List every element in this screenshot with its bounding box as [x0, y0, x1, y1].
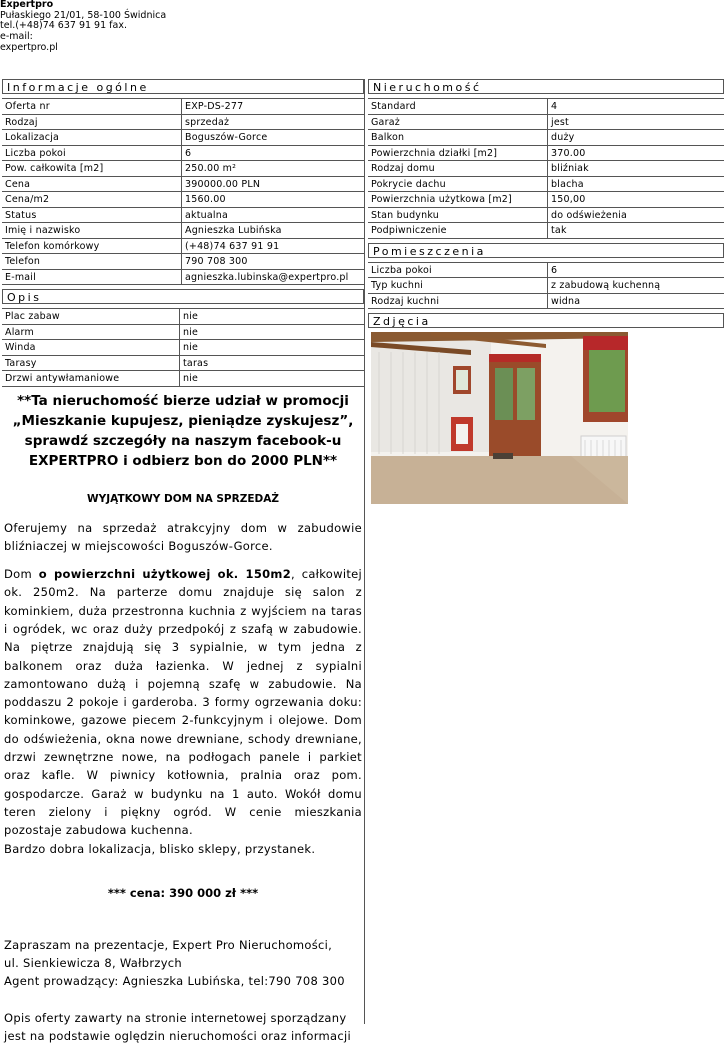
invitation-text: Zapraszam na prezentacje, Expert Pro Nieruchomości, ul. Sienkiewicza 8, Wałbrzych [4, 937, 333, 971]
row-value: EXP-DS-277 [182, 99, 364, 115]
general-info-heading: Informacje ogólne [2, 79, 364, 94]
row-label: Balkon [368, 130, 548, 146]
left-frame [2, 79, 365, 1024]
agency-phone: tel.(+48)74 637 91 91 fax. [0, 20, 127, 32]
headline: WYJĄTKOWY DOM NA SPRZEDAŻ [87, 492, 279, 505]
row-value: 1560.00 [182, 192, 364, 208]
p2-rest: , całkowitej ok. 250m2. Na parterze domu znajduje się salon z kominkiem, duża przestronna kuchnia z wyjściem na taras i ogródek, wc oraz duży przedpokój z szafą w zabudowie. Na piętrze znajdują się 3 sypialnie, w tym jedna z balkonem oraz duża łazienka. W jednej z sypialni zamontowano dużą i pojemną szafę w zabudowie. Na poddaszu 2 pokoje i garderoba. 3 formy ogrzewania doku: kominkowe, gazowe piecem 2-funkcyjnym i olejowe. Dom do odświeżenia, okna nowe drewniane, schody drewniane, drzwi zewnętrzne nowe, na podłogach panele i parkiet oraz kafle. W piwnicy kotłownia, pralnia oraz pom. gospodarcze. Garaż w budynku na 1 auto. Wokół domu teren zielony i piękny ogród. W cenie mieszkania pozostaje zabudowa kuchenna. [4, 567, 363, 838]
disclaimer-text: Opis oferty zawarty na stronie internetowej sporządzany jest na podstawie oględzin nieruchomości oraz informacji [4, 1010, 351, 1044]
agency-name: Expertpro [0, 0, 54, 10]
row-value: nie [180, 325, 364, 341]
row-value: bliźniak [548, 161, 724, 177]
row-label: Standard [368, 99, 548, 115]
row-label: Telefon komórkowy [2, 239, 182, 255]
row-value: jest [548, 115, 724, 131]
row-value: nie [180, 340, 364, 356]
table-row [368, 208, 724, 224]
row-value: sprzedaż [182, 115, 364, 131]
right-column [368, 79, 724, 504]
table-row [368, 294, 724, 310]
email-value[interactable]: agnieszka.lubinska@expertpro.pl [182, 270, 364, 286]
row-value: duży [548, 130, 724, 146]
table-row [368, 177, 724, 193]
row-value: nie [180, 309, 364, 325]
p2-start: Dom [4, 567, 39, 582]
table-row [368, 223, 724, 239]
opis-heading: Opis [2, 289, 364, 304]
row-label: Lokalizacja [2, 130, 182, 146]
table-row [368, 99, 724, 115]
row-value: Agnieszka Lubińska [182, 223, 364, 239]
row-value: taras [180, 356, 364, 372]
row-value: aktualna [182, 208, 364, 224]
property-heading: Nieruchomość [368, 79, 724, 94]
row-value: 390000.00 PLN [182, 177, 364, 193]
rooms-heading: Pomieszczenia [368, 243, 724, 258]
row-value: 4 [548, 99, 724, 115]
row-value: z zabudową kuchenną [548, 278, 724, 294]
row-label: Rodzaj kuchni [368, 294, 548, 310]
row-label: Plac zabaw [2, 309, 180, 325]
row-value: Boguszów-Gorce [182, 130, 364, 146]
row-value: nie [180, 371, 364, 387]
property-photo[interactable] [371, 332, 628, 504]
table-row [368, 263, 724, 279]
row-label: Rodzaj [2, 115, 182, 131]
agent-text: Agent prowadzący: Agnieszka Lubińska, tel:790 708 300 [4, 974, 345, 989]
row-label: Drzwi antywłamaniowe [2, 371, 180, 387]
row-label: Powierzchnia użytkowa [m2] [368, 192, 548, 208]
row-value: blacha [548, 177, 724, 193]
row-label: Rodzaj domu [368, 161, 548, 177]
row-value: 790 708 300 [182, 254, 364, 270]
agency-email-label: e-mail: [0, 31, 33, 43]
row-label: Telefon [2, 254, 182, 270]
row-label: Status [2, 208, 182, 224]
row-value: 370.00 [548, 146, 724, 162]
row-label: Powierzchnia działki [m2] [368, 146, 548, 162]
row-value: 6 [548, 263, 724, 279]
property-table [368, 98, 724, 239]
row-value: 150,00 [548, 192, 724, 208]
row-label: Liczba pokoi [2, 146, 182, 162]
row-value: 250.00 m² [182, 161, 364, 177]
row-value: do odświeżenia [548, 208, 724, 224]
price-line: *** cena: 390 000 zł *** [107, 885, 259, 900]
row-label: Liczba pokoi [368, 263, 548, 279]
agency-header [0, 0, 166, 54]
table-row [368, 161, 724, 177]
table-row [368, 192, 724, 208]
row-label: Podpiwniczenie [368, 223, 548, 239]
agency-address: Pułaskiego 21/01, 58-100 Świdnica [0, 9, 167, 21]
row-value: tak [548, 223, 724, 239]
row-label: Winda [2, 340, 180, 356]
rooms-table [368, 262, 724, 310]
interior-photo-illustration [371, 332, 628, 504]
row-label: Stan budynku [368, 208, 548, 224]
description-paragraph-3: Bardzo dobra lokalizacja, blisko sklepy, przystanek. [4, 841, 316, 856]
p2-bold: o powierzchni użytkowej ok. 150m2 [38, 567, 292, 582]
left-column [2, 79, 364, 1045]
row-label: Cena [2, 177, 182, 193]
row-label: E-mail [2, 270, 182, 286]
row-label: Pokrycie dachu [368, 177, 548, 193]
photos-heading: Zdjęcia [368, 313, 724, 328]
row-value: (+48)74 637 91 91 [182, 239, 364, 255]
row-label: Garaż [368, 115, 548, 131]
agency-website[interactable]: expertpro.pl [0, 41, 58, 53]
table-row [368, 115, 724, 131]
row-label: Tarasy [2, 356, 180, 372]
description-paragraph-1: Oferujemy na sprzedaż atrakcyjny dom w zabudowie bliźniaczej w miejscowości Boguszów-Gorce. [4, 520, 362, 553]
row-label: Imię i nazwisko [2, 223, 182, 239]
table-row [368, 146, 724, 162]
row-label: Oferta nr [2, 99, 182, 115]
promo-text: **Ta nieruchomość bierze udział w promocji „Mieszkanie kupujesz, pieniądze zyskujesz”, sprawdź szczegóły na naszym facebook-u EXPERTPRO i odbierz bon do 2000 PLN** [12, 392, 354, 469]
row-label: Typ kuchni [368, 278, 548, 294]
row-label: Pow. całkowita [m2] [2, 161, 182, 177]
row-label: Alarm [2, 325, 180, 341]
row-value: 6 [182, 146, 364, 162]
table-row [368, 278, 724, 294]
row-value: widna [548, 294, 724, 310]
row-label: Cena/m2 [2, 192, 182, 208]
table-row [368, 130, 724, 146]
